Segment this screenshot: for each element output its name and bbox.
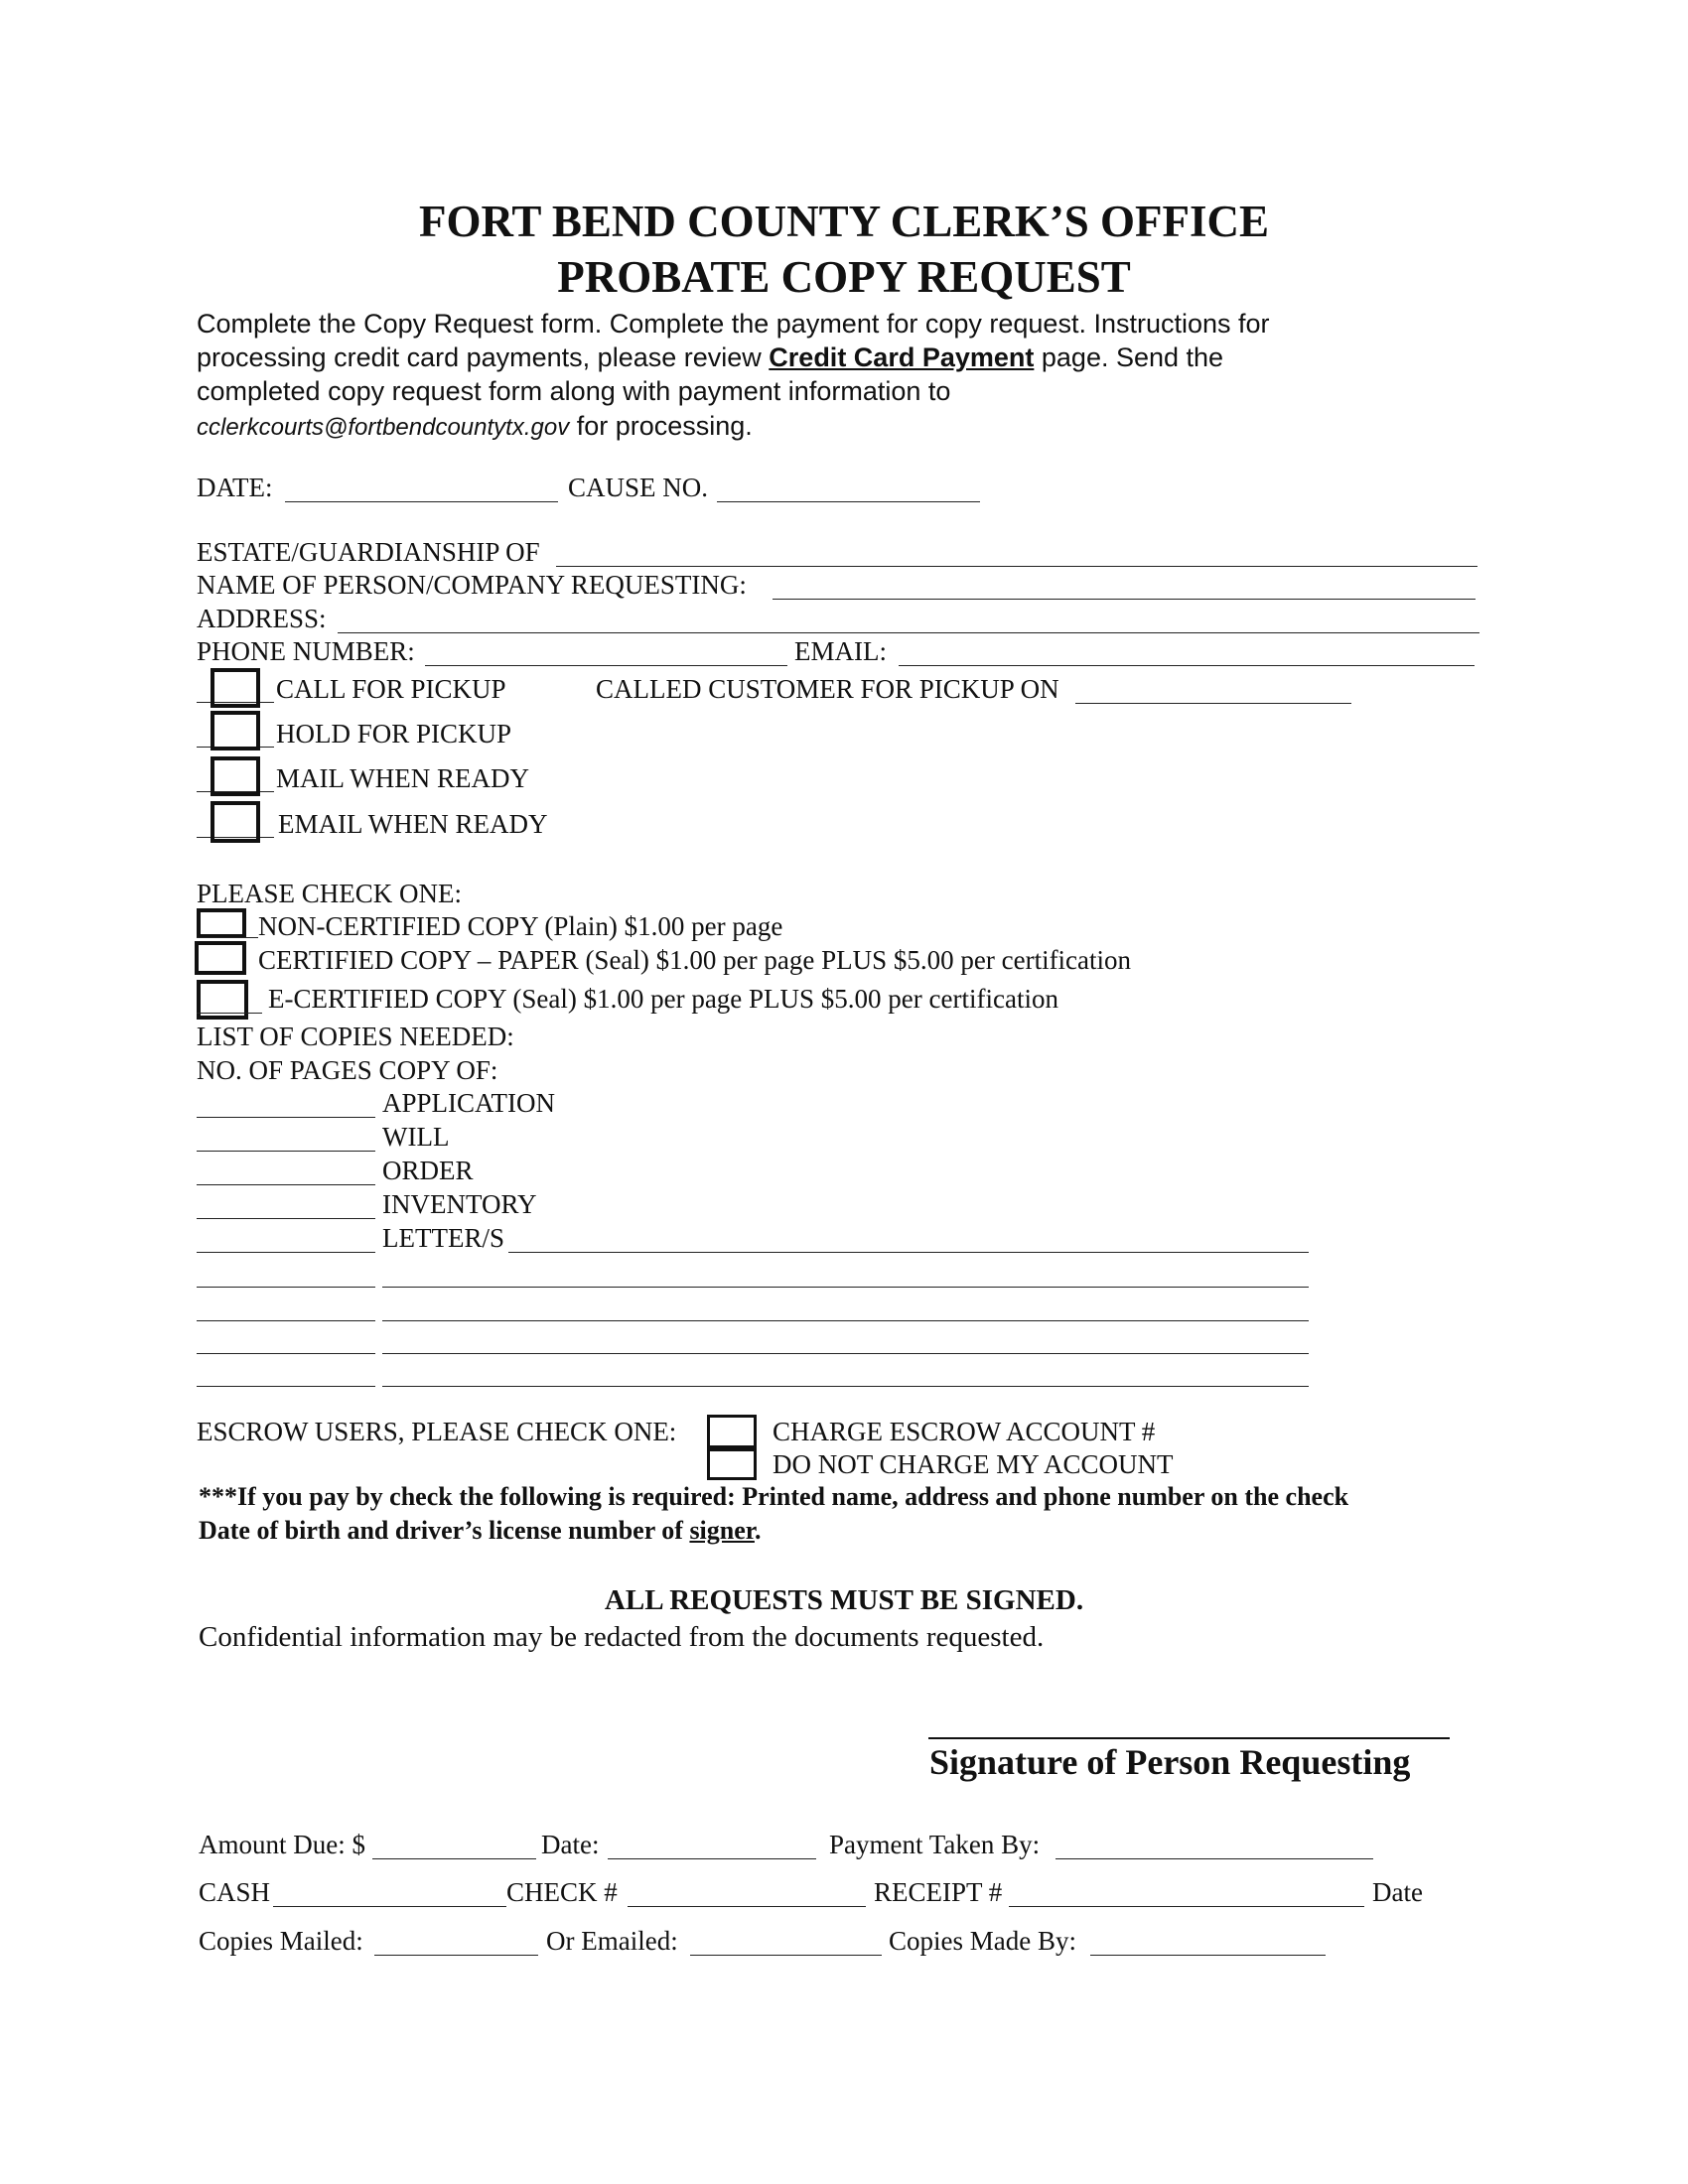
blank-underline <box>197 1013 262 1014</box>
letters-pages-field[interactable] <box>197 1252 375 1253</box>
email-field[interactable] <box>899 665 1475 666</box>
receipt-label: RECEIPT # <box>874 1877 1003 1907</box>
date-label: DATE: <box>197 473 273 502</box>
will-pages-field[interactable] <box>197 1151 375 1152</box>
copies-mailed-field[interactable] <box>374 1955 538 1956</box>
copies-made-by-field[interactable] <box>1090 1955 1326 1956</box>
email-when-ready-checkbox[interactable] <box>211 801 260 843</box>
call-for-pickup-checkbox[interactable] <box>211 668 260 708</box>
extra-description-field[interactable] <box>382 1353 1309 1354</box>
check-note-line2 <box>199 1516 761 1546</box>
instructions-line2-after: page. Send the <box>1041 342 1224 372</box>
application-pages-field[interactable] <box>197 1117 375 1118</box>
mail-when-ready-label: MAIL WHEN READY <box>276 763 529 793</box>
signature-label: Signature of Person Requesting <box>929 1742 1411 1782</box>
check-note-line2-before: Date of birth and driver’s license number of <box>199 1516 683 1545</box>
copies-made-by-label: Copies Made By: <box>889 1926 1076 1956</box>
will-label: WILL <box>382 1122 450 1152</box>
or-emailed-field[interactable] <box>690 1955 882 1956</box>
instructions-line4 <box>197 411 753 442</box>
cause-no-field[interactable] <box>717 501 980 502</box>
blank-underline <box>197 937 258 938</box>
instructions-line3: completed copy request form along with payment information to <box>197 376 951 406</box>
form-title: FORT BEND COUNTY CLERK’S OFFICE <box>418 197 1269 246</box>
receipt-field[interactable] <box>1009 1906 1364 1907</box>
address-field[interactable] <box>338 632 1479 633</box>
e-certified-checkbox[interactable] <box>197 980 248 1020</box>
check-note-period: . <box>754 1516 762 1545</box>
name-requesting-field[interactable] <box>773 599 1476 600</box>
copies-mailed-label: Copies Mailed: <box>199 1926 363 1956</box>
cash-label: CASH <box>199 1877 271 1907</box>
certified-paper-checkbox[interactable] <box>195 941 246 975</box>
payment-taken-by-label: Payment Taken By: <box>829 1830 1041 1859</box>
hold-for-pickup-checkbox[interactable] <box>211 711 260 751</box>
letters-label: LETTER/S <box>382 1223 504 1253</box>
estate-field[interactable] <box>556 566 1477 567</box>
order-pages-field[interactable] <box>197 1184 375 1185</box>
confidential-notice: Confidential information may be redacted from the documents requested. <box>199 1621 1045 1653</box>
call-for-pickup-label: CALL FOR PICKUP <box>276 674 506 704</box>
amount-due-label: Amount Due: $ <box>199 1830 365 1859</box>
check-note-signer: signer <box>689 1516 755 1545</box>
do-not-charge-label: DO NOT CHARGE MY ACCOUNT <box>773 1449 1174 1479</box>
signed-notice-heading: ALL REQUESTS MUST BE SIGNED. <box>604 1584 1084 1616</box>
extra-description-field[interactable] <box>382 1320 1309 1321</box>
payment-taken-by-field[interactable] <box>1055 1858 1373 1859</box>
extra-pages-field[interactable] <box>197 1353 375 1354</box>
escrow-label: ESCROW USERS, PLEASE CHECK ONE: <box>197 1417 677 1446</box>
cause-no-label: CAUSE NO. <box>568 473 709 502</box>
called-customer-field[interactable] <box>1075 703 1351 704</box>
extra-pages-field[interactable] <box>197 1320 375 1321</box>
check-number-field[interactable] <box>628 1906 866 1907</box>
copies-heading: LIST OF COPIES NEEDED: <box>197 1022 514 1051</box>
office-date-field[interactable] <box>608 1858 816 1859</box>
instructions-line1: Complete the Copy Request form. Complete the payment for copy request. Instructions for <box>197 309 1270 339</box>
phone-field[interactable] <box>425 665 787 666</box>
order-label: ORDER <box>382 1156 474 1185</box>
extra-description-field[interactable] <box>382 1287 1309 1288</box>
extra-pages-field[interactable] <box>197 1287 375 1288</box>
phone-label: PHONE NUMBER: <box>197 636 415 666</box>
email-label: EMAIL: <box>794 636 887 666</box>
pages-heading: NO. OF PAGES COPY OF: <box>197 1055 498 1085</box>
inventory-label: INVENTORY <box>382 1189 537 1219</box>
do-not-charge-checkbox[interactable] <box>707 1448 757 1480</box>
application-label: APPLICATION <box>382 1088 556 1118</box>
office-date-label: Date: <box>541 1830 600 1859</box>
non-certified-checkbox[interactable] <box>197 908 246 938</box>
check-number-label: CHECK # <box>506 1877 618 1907</box>
hold-for-pickup-label: HOLD FOR PICKUP <box>276 719 512 749</box>
letters-description-field[interactable] <box>508 1252 1309 1253</box>
clerk-email-link[interactable]: cclerkcourts@fortbendcountytx.gov <box>197 414 570 441</box>
check-note-line1: ***If you pay by check the following is required: Printed name, address and phone number on the check <box>199 1482 1349 1511</box>
instructions-line2-before: processing credit card payments, please review <box>197 342 762 372</box>
receipt-date-label: Date <box>1372 1877 1423 1907</box>
called-customer-label: CALLED CUSTOMER FOR PICKUP ON <box>596 674 1059 704</box>
extra-pages-field[interactable] <box>197 1386 375 1387</box>
estate-label: ESTATE/GUARDIANSHIP OF <box>197 537 540 567</box>
instructions-line4-after: for processing. <box>576 411 753 441</box>
mail-when-ready-checkbox[interactable] <box>211 756 260 796</box>
form-subtitle: PROBATE COPY REQUEST <box>557 252 1131 302</box>
credit-card-payment-link[interactable]: Credit Card Payment <box>769 342 1035 372</box>
charge-escrow-checkbox[interactable] <box>707 1415 757 1448</box>
non-certified-label: NON-CERTIFIED COPY (Plain) $1.00 per page <box>258 911 783 941</box>
or-emailed-label: Or Emailed: <box>546 1926 678 1956</box>
date-field[interactable] <box>285 501 558 502</box>
address-label: ADDRESS: <box>197 604 327 633</box>
charge-escrow-label: CHARGE ESCROW ACCOUNT # <box>773 1417 1156 1446</box>
certified-paper-label: CERTIFIED COPY – PAPER (Seal) $1.00 per page PLUS $5.00 per certification <box>258 945 1132 975</box>
signature-field[interactable] <box>928 1737 1450 1739</box>
copy-type-heading: PLEASE CHECK ONE: <box>197 879 463 908</box>
name-requesting-label: NAME OF PERSON/COMPANY REQUESTING: <box>197 570 747 600</box>
amount-due-field[interactable] <box>372 1858 536 1859</box>
instructions-line2 <box>197 342 1223 373</box>
extra-description-field[interactable] <box>382 1386 1309 1387</box>
email-when-ready-label: EMAIL WHEN READY <box>278 809 548 839</box>
cash-field[interactable] <box>273 1906 506 1907</box>
inventory-pages-field[interactable] <box>197 1218 375 1219</box>
e-certified-label: E-CERTIFIED COPY (Seal) $1.00 per page PLUS $5.00 per certification <box>268 984 1058 1014</box>
